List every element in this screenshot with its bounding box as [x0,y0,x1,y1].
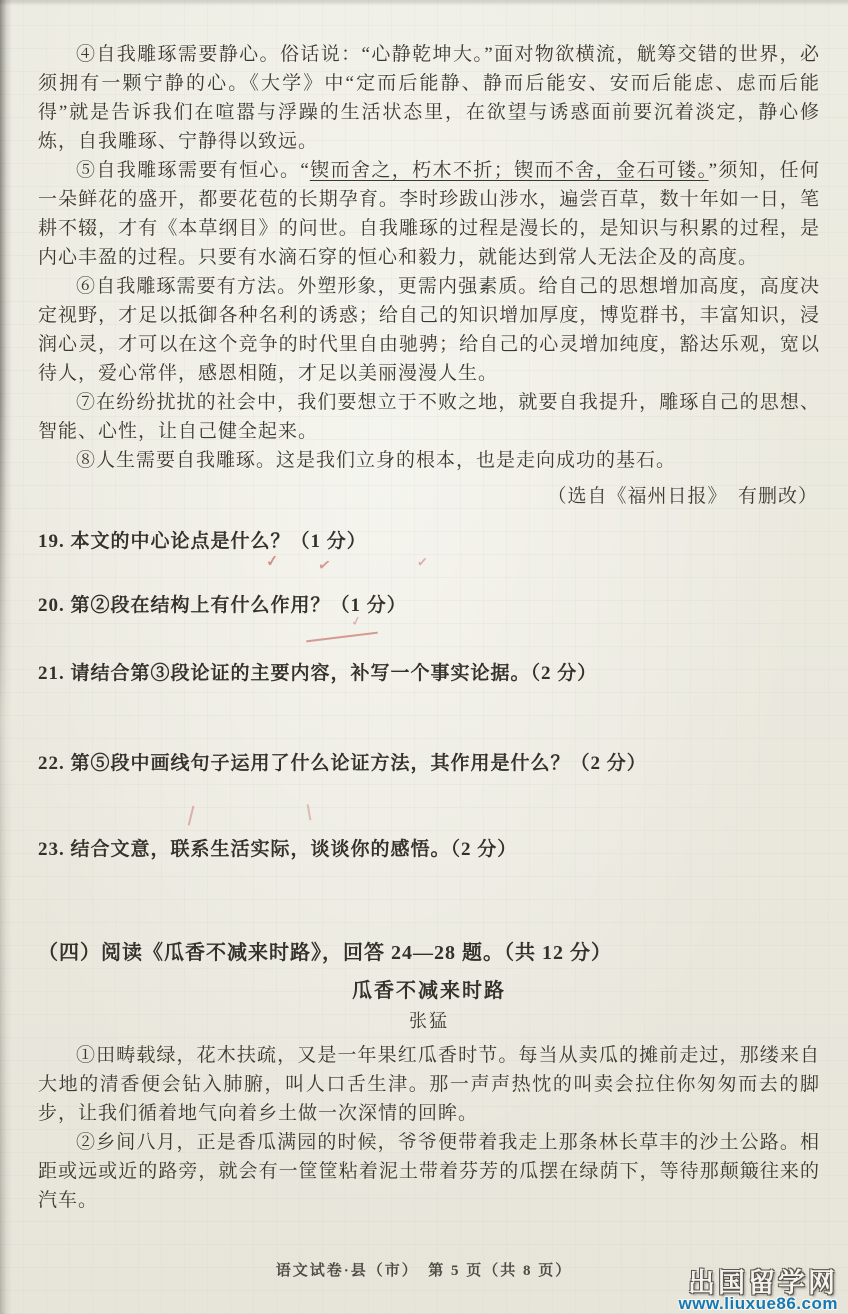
section-4-heading: （四）阅读《瓜香不减来时路》，回答 24—28 题。（共 12 分） [38,942,612,964]
source-attribution: （选自《福州日报》 有删改） [547,486,818,507]
watermark-site-url: www.liuxue86.com [678,1294,838,1313]
essay1-paragraph-4: ④自我雕琢需要静心。俗话说：“心静乾坤大。”面对物欲横流，觥筹交错的世界，必须拥有一颗宁静的心。《大学》中“定而后能静、静而后能安、安而后能虑、虑而后能得”就是告诉我们在喧嚣与浮躁的生活状态里，在欲望与诱惑面前要沉着淡定，静心修炼，自我雕琢、宁静得以致远。 [38,44,820,152]
essay1-paragraph-7: ⑦在纷纷扰扰的社会中，我们要想立于不败之地，就要自我提升，雕琢自己的思想、智能、心性，让自己健全起来。 [38,392,820,442]
essay1-paragraph-8: ⑧人生需要自我雕琢。这是我们立身的根本，也是走向成功的基石。 [76,450,677,471]
watermark-site-name: 出国留学网 [688,1268,838,1298]
question-19: 19. 本文的中心论点是什么？（1 分） [38,531,367,552]
essay1-paragraph-5-pre: ⑤自我雕琢需要有恒心。“ [76,160,310,181]
essay1-paragraph-5-underlined-quote: 锲而舍之，朽木不折；锲而不舍，金石可镂。 [309,160,709,181]
essay1-paragraph-5-post: ”须知，任何一朵鲜花的盛开，都要花苞的长期孕育。李时珍跋山涉水，遍尝百草，数十年如一日，笔耕不辍，才有《本草纲目》的问世。自我雕琢的过程是漫长的，是知识与积累的过程，是内心丰盈的过程。只要有水滴石穿的恒心和毅力，就能达到常人无法企及的高度。 [38,160,820,268]
scan-edge-left-shadow [0,0,12,1314]
question-23: 23. 结合文意，联系生活实际，谈谈你的感悟。（2 分） [38,839,518,860]
essay2-title: 瓜香不减来时路 [352,980,506,1002]
watermark [679,1270,838,1312]
question-22: 22. 第⑤段中画线句子运用了什么论证方法，其作用是什么？（2 分） [38,753,647,774]
essay2-paragraph-1: ①田畴载绿，花木扶疏，又是一年果红瓜香时节。每当从卖瓜的摊前走过，那缕来自大地的清香便会钻入肺腑，叫人口舌生津。那一声声热忱的叫卖会拉住你匆匆而去的脚步，让我们循着地气向着乡土做一次深情的回眸。 [38,1045,820,1124]
essay2-paragraph-2: ②乡间八月，正是香瓜满园的时候，爷爷便带着我走上那条林长草丰的沙土公路。相距或远或近的路旁，就会有一筐筐粘着泥土带着芬芳的瓜摆在绿荫下，等待那颠簸往来的汽车。 [38,1132,820,1211]
question-21: 21. 请结合第③段论证的主要内容，补写一个事实论据。（2 分） [38,663,598,684]
question-20: 20. 第②段在结构上有什么作用？（1 分） [38,595,407,616]
essay2-author: 张猛 [409,1011,449,1031]
page-content [38,40,820,1215]
scan-edge-top-shadow [0,0,848,6]
essay1-paragraph-5 [38,156,820,272]
page-footer: 语文试卷·县（市） 第 5 页（共 8 页） [275,1263,573,1279]
essay1-paragraph-6: ⑥自我雕琢需要有方法。外塑形象，更需内强素质。给自己的思想增加高度，高度决定视野，才足以抵御各种名利的诱惑；给自己的知识增加厚度，博览群书，丰富知识，浸润心灵，才可以在这个竞争的时代里自由驰骋；给自己的心灵增加纯度，豁达乐观，宽以待人，爱心常伴，感恩相随，才足以美丽漫漫人生。 [38,276,820,384]
